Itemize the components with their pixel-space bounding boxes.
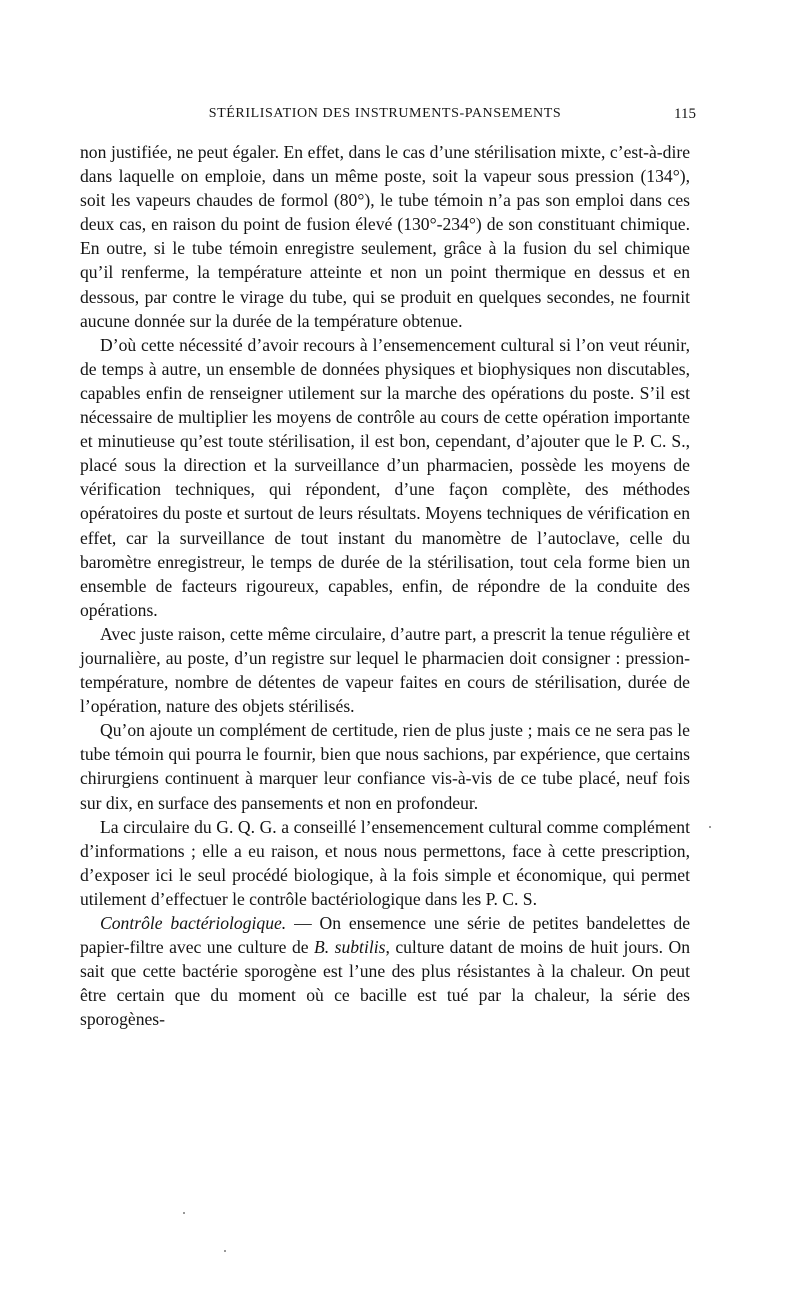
body-text <box>80 140 690 1031</box>
paragraph: D’où cette nécessité d’avoir recours à l’ensemencement cultural si l’on veut réunir, de temps à autre, un ensemble de données physiques et biophysiques non discutables, capables enfin de renseigner utilement sur la marche des opérations du poste. S’il est nécessaire de multiplier les moyens de contrôle au cours de cette opération importante et minutieuse qu’est toute stérilisation, il est bon, cependant, d’ajouter que le P. C. S., placé sous la direction et la surveillance d’un pharmacien, possède les moyens de vérification techniques, qui répondent, d’une façon complète, des méthodes opératoires du poste et surtout de leurs résultats. Moyens techniques de vérification en effet, car la surveillance de tout instant du manomètre de l’autoclave, celle du baromètre enregistreur, le temps de durée de la stérilisation, tout cela forme bien un ensemble de facteurs rigoureux, capables, enfin, de répondre de la conduite des opérations. <box>80 334 690 620</box>
section-heading: Contrôle bactériologique. <box>100 913 287 933</box>
paragraph-text: On ensemence une série de petites bandelettes de papier-filtre avec une culture de <box>80 913 691 958</box>
print-speck <box>224 1250 226 1252</box>
species-name: B. subtilis <box>314 937 386 958</box>
paragraph-text: , culture datant de moins de huit jours. On sait que cette bactérie sporogène est l’une des plus résistantes à la chaleur. On peut être certain que du moment où ce bacille est tué par la chaleur, la série des sporogènes- <box>80 937 691 1030</box>
paragraph-controle-bacteriologique <box>80 911 690 1031</box>
paragraph: Qu’on ajoute un complément de certitude, rien de plus juste ; mais ce ne sera pas le tube témoin qui pourra le fournir, bien que nous sachions, par expérience, que certains chirurgiens continuent à marquer leur confiance vis-à-vis de ce tube placé, neuf fois sur dix, en surface des pansements et non en profondeur. <box>80 720 690 813</box>
running-head <box>80 106 696 126</box>
page-number: 115 <box>674 106 696 122</box>
print-speck <box>709 826 711 828</box>
paragraph: La circulaire du G. Q. G. a conseillé l’ensemencement cultural comme complément d’informations ; elle a eu raison, et nous nous permettons, face à cette prescription, d’exposer ici le seul procédé biologique, à la fois simple et économique, qui permet utilement d’effectuer le contrôle bactériologique dans les P. C. S. <box>80 816 690 909</box>
running-title: STÉRILISATION DES INSTRUMENTS-PANSEMENTS <box>208 106 562 121</box>
paragraph: non justifiée, ne peut égaler. En effet, dans le cas d’une stérilisation mixte, c’est-à-dire dans laquelle on emploie, dans un même poste, soit la vapeur sous pression (134°), soit les vapeurs chaudes de formol (80°), le tube témoin n’a pas son emploi dans ces deux cas, en raison du point de fusion élevé (130°-234°) de son constituant chimique. En outre, si le tube témoin enregistre seulement, grâce à la fusion du sel chimique qu’il renferme, la température atteinte et non un point thermique en dessus et en dessous, par contre le virage du tube, qui se produit en quelques secondes, ne fournit aucune donnée sur la durée de la température obtenue. <box>80 142 690 331</box>
print-speck <box>183 1212 185 1214</box>
em-dash: — <box>286 913 320 933</box>
paragraph: Avec juste raison, cette même circulaire, d’autre part, a prescrit la tenue régulière et journalière, au poste, d’un registre sur lequel le pharmacien doit consigner : pression-température, nombre de détentes de vapeur faites en cours de stérilisation, durée de l’opération, nature des objets stérilisés. <box>80 623 690 717</box>
